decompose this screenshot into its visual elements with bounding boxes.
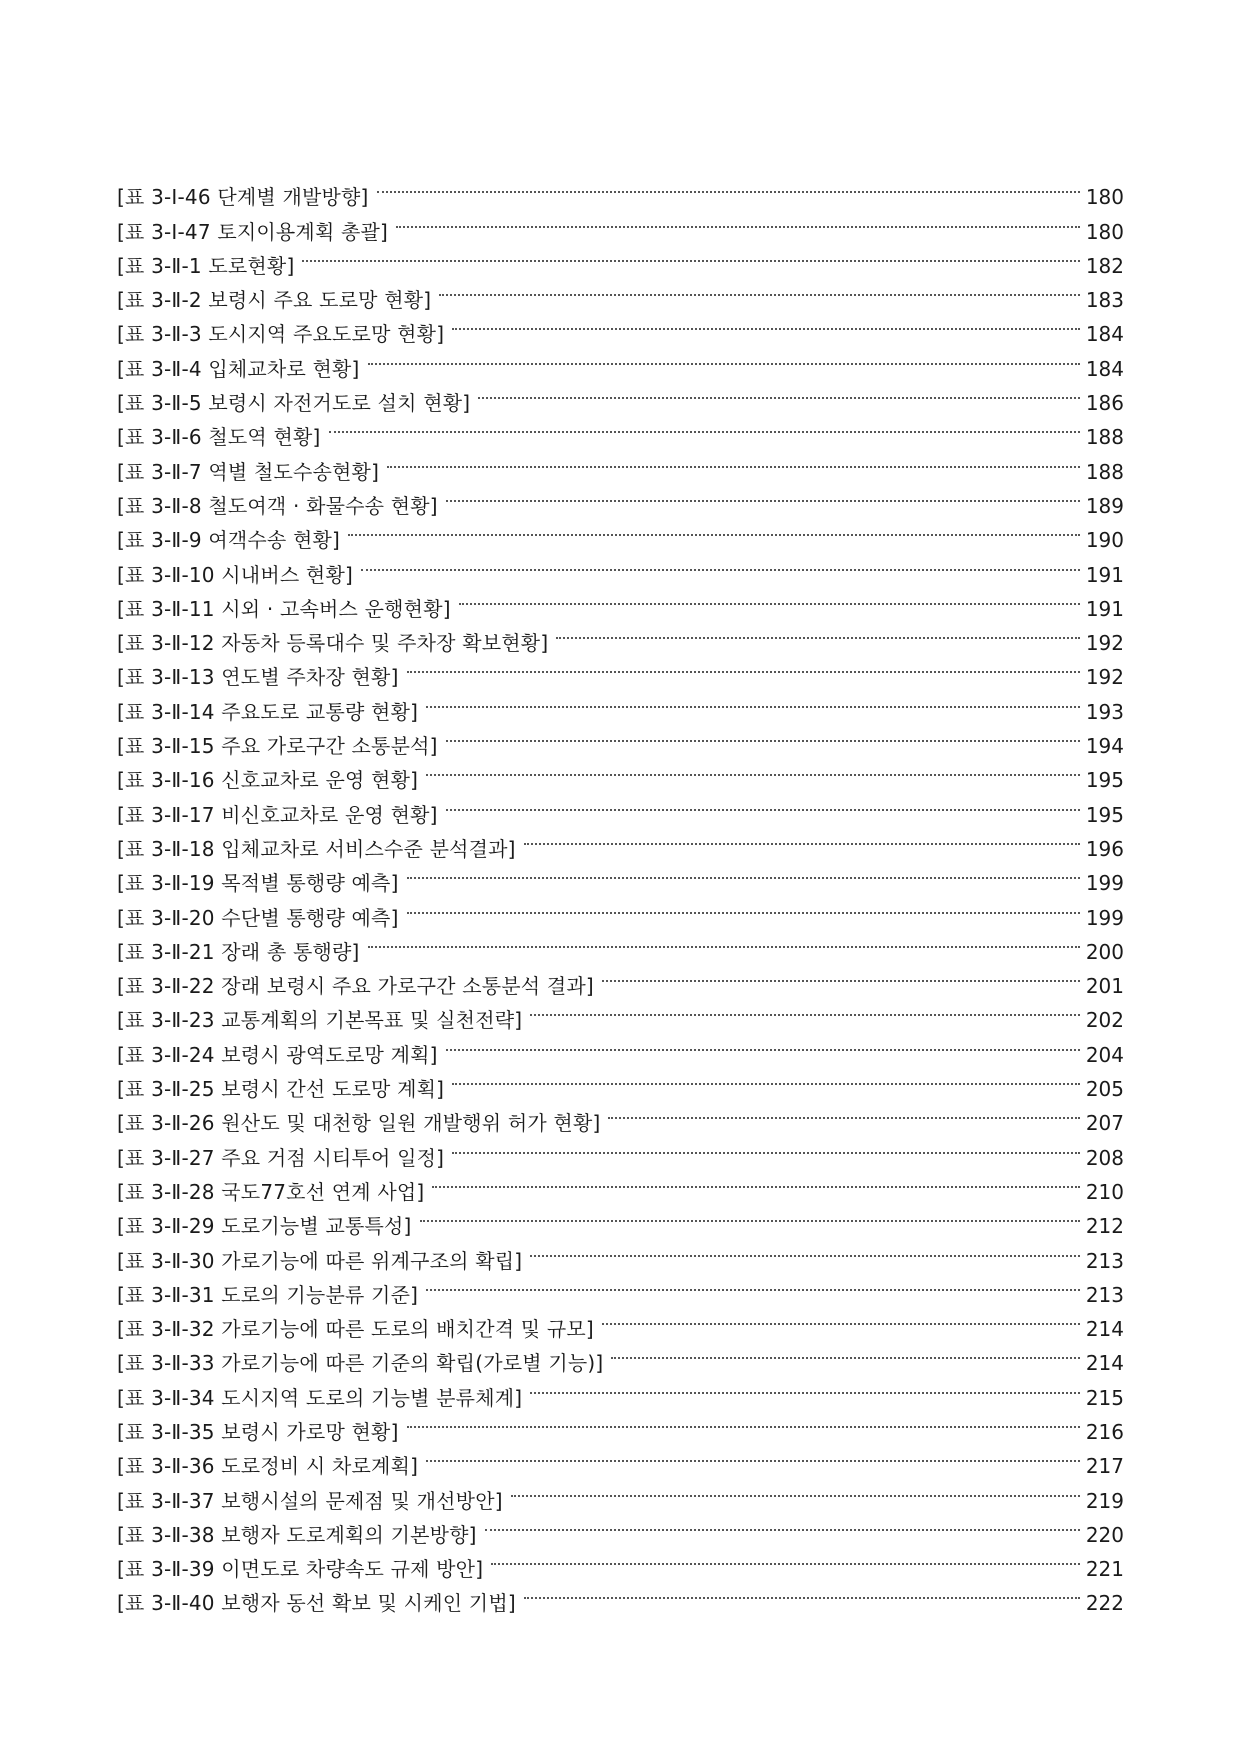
toc-entry-title: [표 3-Ⅱ-16 신호교차로 운영 현황] xyxy=(117,768,419,793)
toc-entry-title: [표 3-Ⅱ-23 교통계획의 기본목표 및 실천전략] xyxy=(117,1008,523,1033)
toc-entry-page-number: 205 xyxy=(1085,1077,1124,1102)
toc-entry-title: [표 3-Ⅱ-18 입체교차로 서비스수준 분석결과] xyxy=(117,836,516,861)
toc-entry-title: [표 3-Ⅱ-21 장래 총 통행량] xyxy=(117,939,360,964)
toc-entry-title: [표 3-Ⅱ-25 보령시 간선 도로망 계획] xyxy=(117,1077,445,1102)
dotted-leader xyxy=(524,1576,1080,1610)
toc-entry-title: [표 3-Ⅱ-22 장래 보령시 주요 가로구간 소통분석 결과] xyxy=(117,974,594,999)
toc-entry-page-number: 189 xyxy=(1085,493,1124,518)
dotted-leader xyxy=(491,1542,1080,1576)
toc-entry-title: [표 3-Ⅱ-20 수단별 통행량 예측] xyxy=(117,905,399,930)
toc-entry-page-number: 213 xyxy=(1085,1248,1124,1273)
dotted-leader xyxy=(459,582,1080,616)
dotted-leader xyxy=(524,822,1080,856)
toc-entry-title: [표 3-Ⅱ-32 가로기능에 따른 도로의 배치간격 및 규모] xyxy=(117,1317,594,1342)
toc-entry-page-number: 199 xyxy=(1085,905,1124,930)
toc-entry-page-number: 204 xyxy=(1085,1042,1124,1067)
dotted-leader xyxy=(446,479,1080,513)
toc-entry-page-number: 200 xyxy=(1085,939,1124,964)
dotted-leader xyxy=(611,1336,1079,1370)
toc-entry-title: [표 3-Ⅱ-36 도로정비 시 차로계획] xyxy=(117,1454,419,1479)
toc-entry-page-number: 214 xyxy=(1085,1317,1124,1342)
toc-entry-title: [표 3-Ⅱ-2 보령시 주요 도로망 현황] xyxy=(117,288,432,313)
toc-entry-page-number: 221 xyxy=(1085,1557,1124,1582)
dotted-leader xyxy=(361,547,1080,581)
dotted-leader xyxy=(485,1508,1080,1542)
toc-entry-title: [표 3-Ⅱ-15 주요 가로구간 소통분석] xyxy=(117,734,438,759)
toc-entry-title: [표 3-Ⅱ-5 보령시 자전거도로 설치 현황] xyxy=(117,391,471,416)
toc-entry-title: [표 3-Ⅱ-38 보행자 도로계획의 기본방향] xyxy=(117,1522,477,1547)
dotted-leader xyxy=(432,1165,1079,1199)
toc-entry-title: [표 3-Ⅱ-13 연도별 주차장 현황] xyxy=(117,665,399,690)
toc-entry-title: [표 3-Ⅰ-46 단계별 개발방향] xyxy=(117,185,369,210)
toc-entry-title: [표 3-Ⅱ-7 역별 철도수송현황] xyxy=(117,459,380,484)
dotted-leader xyxy=(407,890,1080,924)
toc-entry-title: [표 3-Ⅱ-39 이면도로 차량속도 규제 방안] xyxy=(117,1557,484,1582)
dotted-leader xyxy=(420,1199,1080,1233)
toc-entry-page-number: 191 xyxy=(1085,562,1124,587)
toc-entry-title: [표 3-Ⅱ-1 도로현황] xyxy=(117,253,295,278)
toc-entry-title: [표 3-Ⅱ-19 목적별 통행량 예측] xyxy=(117,871,399,896)
toc-entry-page-number: 220 xyxy=(1085,1522,1124,1547)
toc-entry-page-number: 215 xyxy=(1085,1385,1124,1410)
dotted-leader xyxy=(452,1130,1080,1164)
toc-entry-title: [표 3-Ⅱ-35 보령시 가로망 현황] xyxy=(117,1419,399,1444)
toc-entry-page-number: 184 xyxy=(1085,356,1124,381)
toc-entry-page-number: 188 xyxy=(1085,459,1124,484)
dotted-leader xyxy=(426,1439,1080,1473)
dotted-leader xyxy=(377,170,1080,204)
toc-entry-title: [표 3-Ⅰ-47 토지이용계획 총괄] xyxy=(117,219,389,244)
dotted-leader xyxy=(446,719,1080,753)
toc-entry-page-number: 195 xyxy=(1085,768,1124,793)
dotted-leader xyxy=(478,376,1080,410)
toc-entry-page-number: 192 xyxy=(1085,631,1124,656)
toc-entry-page-number: 208 xyxy=(1085,1145,1124,1170)
toc-entry-page-number: 201 xyxy=(1085,974,1124,999)
dotted-leader xyxy=(602,1302,1080,1336)
toc-entry-page-number: 214 xyxy=(1085,1351,1124,1376)
toc-entry-title: [표 3-Ⅱ-12 자동차 등록대수 및 주차장 확보현황] xyxy=(117,631,549,656)
toc-entry-title: [표 3-Ⅱ-33 가로기능에 따른 기준의 확립(가로별 기능)] xyxy=(117,1351,604,1376)
dotted-leader xyxy=(602,959,1080,993)
dotted-leader xyxy=(530,1370,1080,1404)
dotted-leader xyxy=(426,1268,1080,1302)
toc-entry-title: [표 3-Ⅱ-6 철도역 현황] xyxy=(117,425,321,450)
toc-entry-page-number: 219 xyxy=(1085,1488,1124,1513)
toc-entry-title: [표 3-Ⅱ-4 입체교차로 현황] xyxy=(117,356,360,381)
toc-entry[interactable] xyxy=(117,170,1124,210)
dotted-leader xyxy=(329,410,1080,444)
toc-entry-title: [표 3-Ⅱ-34 도시지역 도로의 기능별 분류체계] xyxy=(117,1385,523,1410)
toc-entry-page-number: 191 xyxy=(1085,596,1124,621)
toc-entry-page-number: 222 xyxy=(1085,1591,1124,1616)
dotted-leader xyxy=(426,684,1080,718)
toc-entry-page-number: 180 xyxy=(1085,185,1124,210)
toc-entry-page-number: 180 xyxy=(1085,219,1124,244)
dotted-leader xyxy=(426,753,1080,787)
dotted-leader xyxy=(446,1027,1080,1061)
dotted-leader xyxy=(407,856,1080,890)
dotted-leader xyxy=(387,444,1080,478)
toc-entry-page-number: 186 xyxy=(1085,391,1124,416)
toc-entry-title: [표 3-Ⅱ-8 철도여객 · 화물수송 현황] xyxy=(117,493,438,518)
dotted-leader xyxy=(530,993,1080,1027)
dotted-leader xyxy=(608,1096,1079,1130)
toc-entry-title: [표 3-Ⅱ-24 보령시 광역도로망 계획] xyxy=(117,1042,438,1067)
dotted-leader xyxy=(407,1405,1080,1439)
toc-entry-page-number: 184 xyxy=(1085,322,1124,347)
toc-entry-page-number: 212 xyxy=(1085,1214,1124,1239)
toc-entry-page-number: 210 xyxy=(1085,1179,1124,1204)
dotted-leader xyxy=(452,307,1080,341)
dotted-leader xyxy=(348,513,1080,547)
toc-entry-title: [표 3-Ⅱ-17 비신호교차로 운영 현황] xyxy=(117,802,438,827)
toc-entry-page-number: 199 xyxy=(1085,871,1124,896)
toc-entry-page-number: 195 xyxy=(1085,802,1124,827)
toc-entry-page-number: 207 xyxy=(1085,1111,1124,1136)
toc-entry-page-number: 202 xyxy=(1085,1008,1124,1033)
dotted-leader xyxy=(452,1062,1080,1096)
toc-entry-title: [표 3-Ⅱ-27 주요 거점 시티투어 일정] xyxy=(117,1145,445,1170)
dotted-leader xyxy=(530,1233,1080,1267)
toc-entry-page-number: 192 xyxy=(1085,665,1124,690)
toc-entry-title: [표 3-Ⅱ-9 여객수송 현황] xyxy=(117,528,341,553)
dotted-leader xyxy=(368,341,1080,375)
toc-entry-title: [표 3-Ⅱ-14 주요도로 교통량 현황] xyxy=(117,699,419,724)
dotted-leader xyxy=(439,273,1080,307)
toc-entry-title: [표 3-Ⅱ-31 도로의 기능분류 기준] xyxy=(117,1282,419,1307)
toc-entry-page-number: 188 xyxy=(1085,425,1124,450)
dotted-leader xyxy=(368,925,1080,959)
dotted-leader xyxy=(396,204,1080,238)
toc-entry-title: [표 3-Ⅱ-10 시내버스 현황] xyxy=(117,562,353,587)
toc-entry-title: [표 3-Ⅱ-30 가로기능에 따른 위계구조의 확립] xyxy=(117,1248,523,1273)
toc-entry-title: [표 3-Ⅱ-28 국도77호선 연계 사업] xyxy=(117,1179,425,1204)
dotted-leader xyxy=(302,239,1079,273)
toc-entry-page-number: 182 xyxy=(1085,253,1124,278)
toc-entry-title: [표 3-Ⅱ-37 보행시설의 문제점 및 개선방안] xyxy=(117,1488,503,1513)
toc-entry-title: [표 3-Ⅱ-29 도로기능별 교통특성] xyxy=(117,1214,412,1239)
table-of-contents-list xyxy=(117,170,1124,1616)
toc-entry-title: [표 3-Ⅱ-26 원산도 및 대천항 일원 개발행위 허가 현황] xyxy=(117,1111,601,1136)
toc-entry-page-number: 190 xyxy=(1085,528,1124,553)
toc-entry-page-number: 217 xyxy=(1085,1454,1124,1479)
toc-entry-page-number: 194 xyxy=(1085,734,1124,759)
toc-entry-page-number: 183 xyxy=(1085,288,1124,313)
dotted-leader xyxy=(446,787,1080,821)
toc-entry-page-number: 193 xyxy=(1085,699,1124,724)
toc-entry-title: [표 3-Ⅱ-40 보행자 동선 확보 및 시케인 기법] xyxy=(117,1591,516,1616)
toc-entry-page-number: 213 xyxy=(1085,1282,1124,1307)
toc-entry-title: [표 3-Ⅱ-3 도시지역 주요도로망 현황] xyxy=(117,322,445,347)
dotted-leader xyxy=(511,1473,1080,1507)
toc-entry-page-number: 196 xyxy=(1085,836,1124,861)
toc-entry-title: [표 3-Ⅱ-11 시외 · 고속버스 운행현황] xyxy=(117,596,451,621)
toc-entry-page-number: 216 xyxy=(1085,1419,1124,1444)
dotted-leader xyxy=(407,650,1080,684)
dotted-leader xyxy=(556,616,1079,650)
